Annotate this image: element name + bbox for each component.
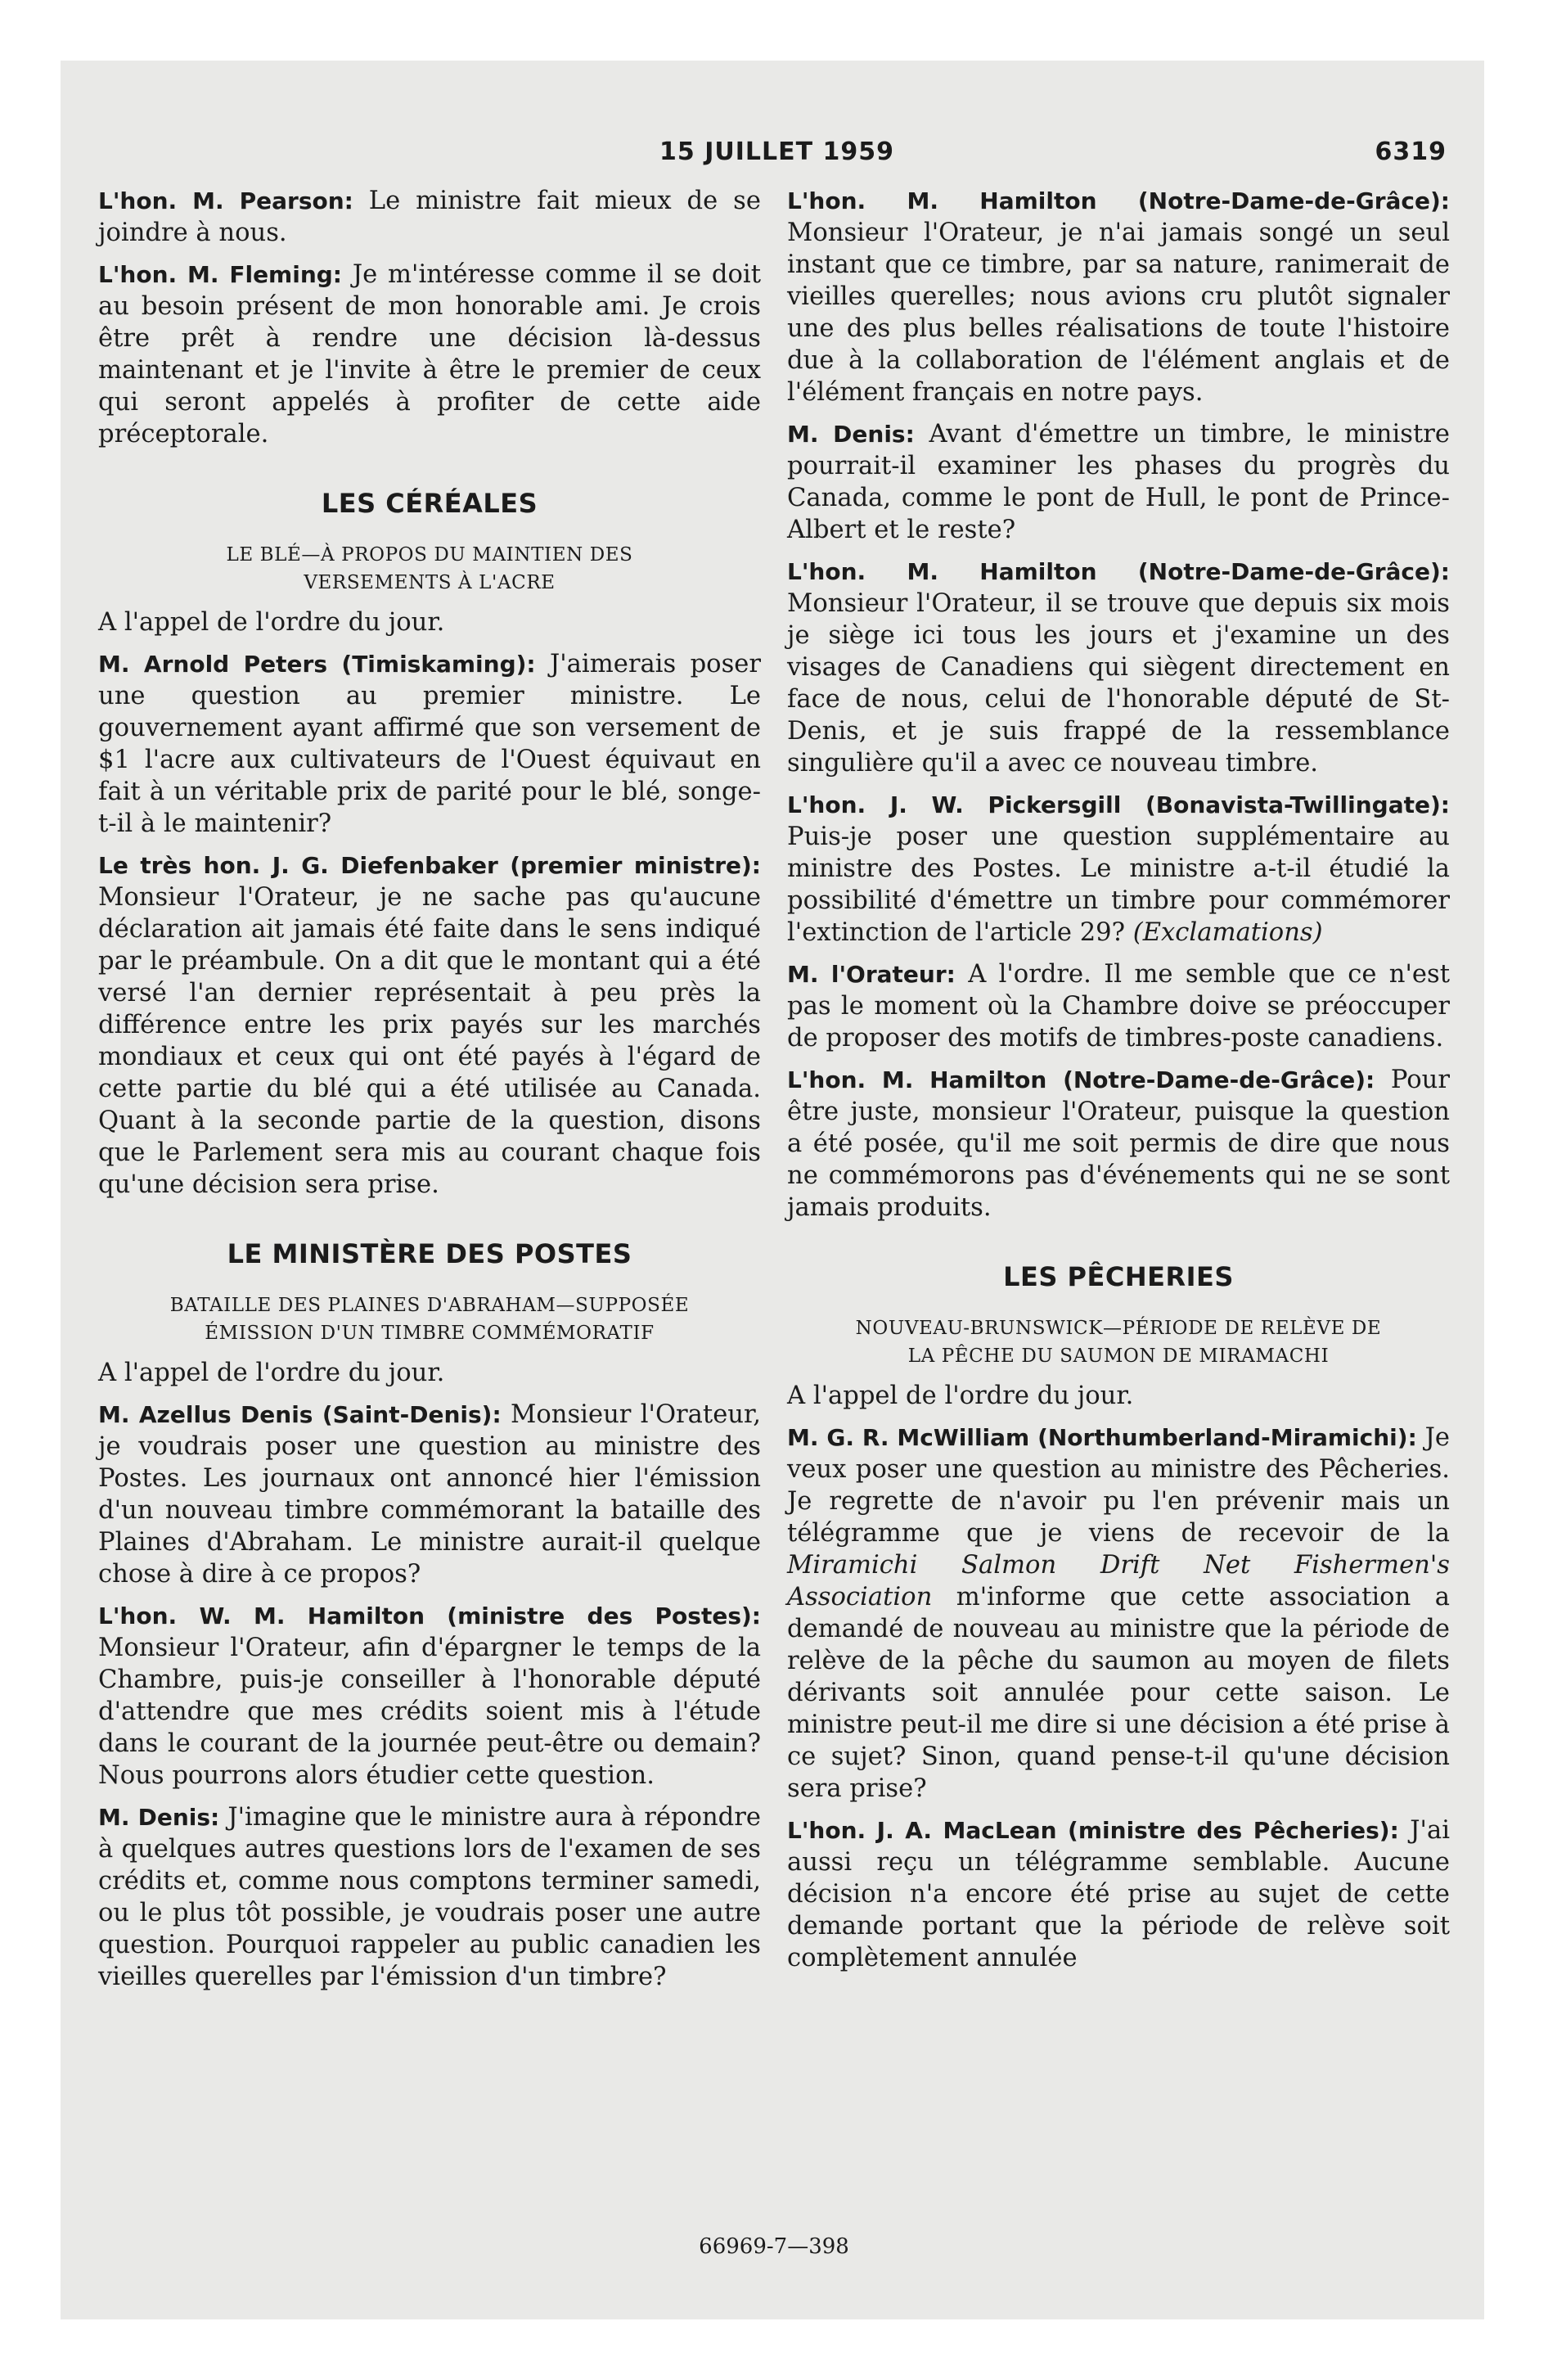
speaker-name: L'hon. M. Fleming: [98, 261, 343, 288]
paragraph [98, 1801, 761, 1993]
speaker-name: M. l'Orateur: [787, 961, 956, 988]
right-column [787, 185, 1450, 1984]
section-subheading [787, 1314, 1450, 1370]
paragraph-text: Monsieur l'Orateur, je ne sache pas qu'aucune déclaration ait jamais été faite dans le sens indiqué par le préambule. On a dit que le montant qui a été versé l'an dernier représentait à peu près la différence entre les prix payés sur les marchés mondiaux et ceux qui ont été payés à l'égard de cette partie du blé qui a été utilisée au Canada. Quant à la seconde partie de la question, disons que le Parlement sera mis au courant chaque fois qu'une décision sera prise. [98, 883, 761, 1199]
paragraph-text: Monsieur l'Orateur, je n'ai jamais songé un seul instant que ce timbre, par sa nature, ranimerait de vieilles querelles; nous avions cru plutôt signaler une des plus belles réalisations de toute l'histoire due à la collaboration de l'élément anglais et de l'élément français en notre pays. [787, 219, 1450, 407]
paragraph [787, 789, 1450, 949]
paragraph [787, 556, 1450, 779]
section-heading: LES CÉRÉALES [321, 488, 538, 519]
paragraph [98, 185, 761, 249]
speaker-name: L'hon. W. M. Hamilton (ministre des Postes): [98, 1602, 761, 1629]
paragraph [98, 259, 761, 450]
paragraph-text: A l'appel de l'ordre du jour. [98, 608, 445, 637]
section-subheading [98, 1291, 761, 1347]
paragraph-text: Puis-je poser une question supplémentaire au ministre des Postes. Le ministre a-t-il étudié la possibilité d'émettre un timbre pour commémorer l'extinction de l'article 29? [787, 823, 1450, 947]
paragraph-text: Monsieur l'Orateur, il se trouve que depuis six mois je siège ici tous les jours et j'examine un des visages de Canadiens qui siègent directement en face de nous, celui de l'honorable député de St-Denis, et je suis frappé de la ressemblance singulière qu'il a avec ce nouveau timbre. [787, 589, 1450, 778]
speaker-name: L'hon. M. Pearson: [98, 187, 353, 214]
paragraph [787, 1814, 1450, 1974]
subheading-line: NOUVEAU-BRUNSWICK—PÉRIODE DE RELÈVE DE [855, 1318, 1382, 1339]
subheading-line: BATAILLE DES PLAINES D'ABRAHAM—SUPPOSÉE [169, 1295, 690, 1316]
section-heading: LES PÊCHERIES [1003, 1261, 1234, 1292]
speaker-name: L'hon. M. Hamilton (Notre-Dame-de-Grâce): [787, 1066, 1375, 1093]
paragraph-text: J'aimerais poser une question au premier ministre. Le gouvernement ayant affirmé que son versement de $1 l'acre aux cultivateurs de l'Ouest équivaut en fait à un véritable prix de parité pour le blé, songe-t-il à le maintenir? [98, 650, 761, 838]
paragraph-text: J'imagine que le ministre aura à répondre à quelques autres questions lors de l'examen de ses crédits et, comme nous comptons terminer samedi, ou le plus tôt possible, je voudrais poser une autre question. Pourquoi rappeler au public canadien les vieilles querelles par l'émission d'un timbre? [98, 1803, 761, 1991]
paragraph [98, 1600, 761, 1792]
speaker-name: M. Azellus Denis (Saint-Denis): [98, 1401, 502, 1428]
paragraph [787, 1064, 1450, 1224]
paragraph-text: Monsieur l'Orateur, afin d'épargner le temps de la Chambre, puis-je conseiller à l'honorable député d'attendre que mes crédits soient mis à l'étude dans le courant de la journée peut-être ou demain? Nous pourrons alors étudier cette question. [98, 1634, 761, 1790]
paragraph-text: Pour être juste, monsieur l'Orateur, puisque la question a été posée, qu'il me soit permis de dire que nous ne commémorons pas d'événements qui ne se sont jamais produits. [787, 1066, 1450, 1222]
paragraph-text: Je veux poser une question au ministre des Pêcheries. Je regrette de n'avoir pu l'en prévenir mais un télégramme que je viens de recevoir de la [787, 1423, 1450, 1548]
paragraph-text: J'ai aussi reçu un télégramme semblable. Aucune décision n'a encore été prise au sujet de cette demande portant que la période de relève soit complètement annulée [787, 1816, 1450, 1972]
speaker-name: Le très hon. J. G. Diefenbaker (premier ministre): [98, 852, 761, 879]
paragraph-text: Monsieur l'Orateur, je voudrais poser une question au ministre des Postes. Les journaux ont annoncé hier l'émission d'un nouveau timbre commémorant la bataille des Plaines d'Abraham. Le ministre aurait-il quelque chose à dire à ce propos? [98, 1400, 761, 1589]
speaker-name: L'hon. J. A. MacLean (ministre des Pêcheries): [787, 1817, 1399, 1844]
speaker-name: M. Arnold Peters (Timiskaming): [98, 651, 536, 678]
subheading-line: ÉMISSION D'UN TIMBRE COMMÉMORATIF [205, 1323, 655, 1344]
paragraph [787, 418, 1450, 546]
print-code: 66969-7—398 [699, 2234, 849, 2259]
subheading-line: LA PÊCHE DU SAUMON DE MIRAMACHI [907, 1346, 1330, 1367]
speaker-name: L'hon. J. W. Pickersgill (Bonavista-Twillingate): [787, 791, 1450, 818]
speaker-name: L'hon. M. Hamilton (Notre-Dame-de-Grâce): [787, 558, 1450, 585]
section-subheading [98, 541, 761, 597]
paragraph [98, 648, 761, 840]
page-header [97, 137, 1447, 170]
speaker-name: M. Denis: [787, 421, 915, 448]
left-column [98, 185, 761, 2003]
section-heading: LE MINISTÈRE DES POSTES [227, 1238, 632, 1269]
subheading-line: VERSEMENTS À L'ACRE [304, 572, 556, 593]
subheading-line: LE BLÉ—À PROPOS DU MAINTIEN DES [226, 544, 633, 566]
paragraph [787, 958, 1450, 1054]
paragraph [98, 850, 761, 1201]
paragraph [787, 1422, 1450, 1805]
italic-text: (Exclamations) [1132, 918, 1323, 947]
paragraph [98, 1399, 761, 1590]
paragraph-text: A l'appel de l'ordre du jour. [787, 1382, 1134, 1410]
header-date: 15 JUILLET 1959 [659, 137, 895, 166]
paragraph [787, 185, 1450, 408]
paragraph-text: m'informe que cette association a demandé de nouveau au ministre que la période de relève de la pêche du saumon au moyen de filets dérivants soit annulée pour cette saison. Le ministre peut-il me dire si une décision a été prise à ce sujet? Sinon, quand pense-t-il qu'une décision sera prise? [787, 1583, 1450, 1803]
italic-text: Miramichi Salmon Drift Net Fishermen's Association [787, 1551, 1450, 1611]
paragraph-text: Le ministre fait mieux de se joindre à nous. [98, 187, 761, 247]
page-number: 6319 [1375, 137, 1447, 166]
paragraph-text: A l'ordre. Il me semble que ce n'est pas le moment où la Chambre doive se préoccuper de proposer des motifs de timbres-poste canadiens. [787, 960, 1450, 1053]
speaker-name: M. Denis: [98, 1804, 220, 1831]
paragraph-text: Avant d'émettre un timbre, le ministre pourrait-il examiner les phases du progrès du Canada, comme le pont de Hull, le pont de Prince-Albert et le reste? [787, 420, 1450, 544]
paragraph [98, 606, 761, 638]
paragraph [98, 1357, 761, 1389]
paragraph-text: Je m'intéresse comme il se doit au besoin présent de mon honorable ami. Je crois être prêt à rendre une décision là-dessus maintenant et je l'invite à être le premier de ceux qui seront appelés à profiter de cette aide préceptorale. [98, 260, 762, 449]
speaker-name: L'hon. M. Hamilton (Notre-Dame-de-Grâce): [787, 187, 1450, 214]
paragraph-text: A l'appel de l'ordre du jour. [98, 1359, 445, 1387]
paragraph [787, 1380, 1450, 1412]
speaker-name: M. G. R. McWilliam (Northumberland-Miramichi): [787, 1424, 1417, 1451]
